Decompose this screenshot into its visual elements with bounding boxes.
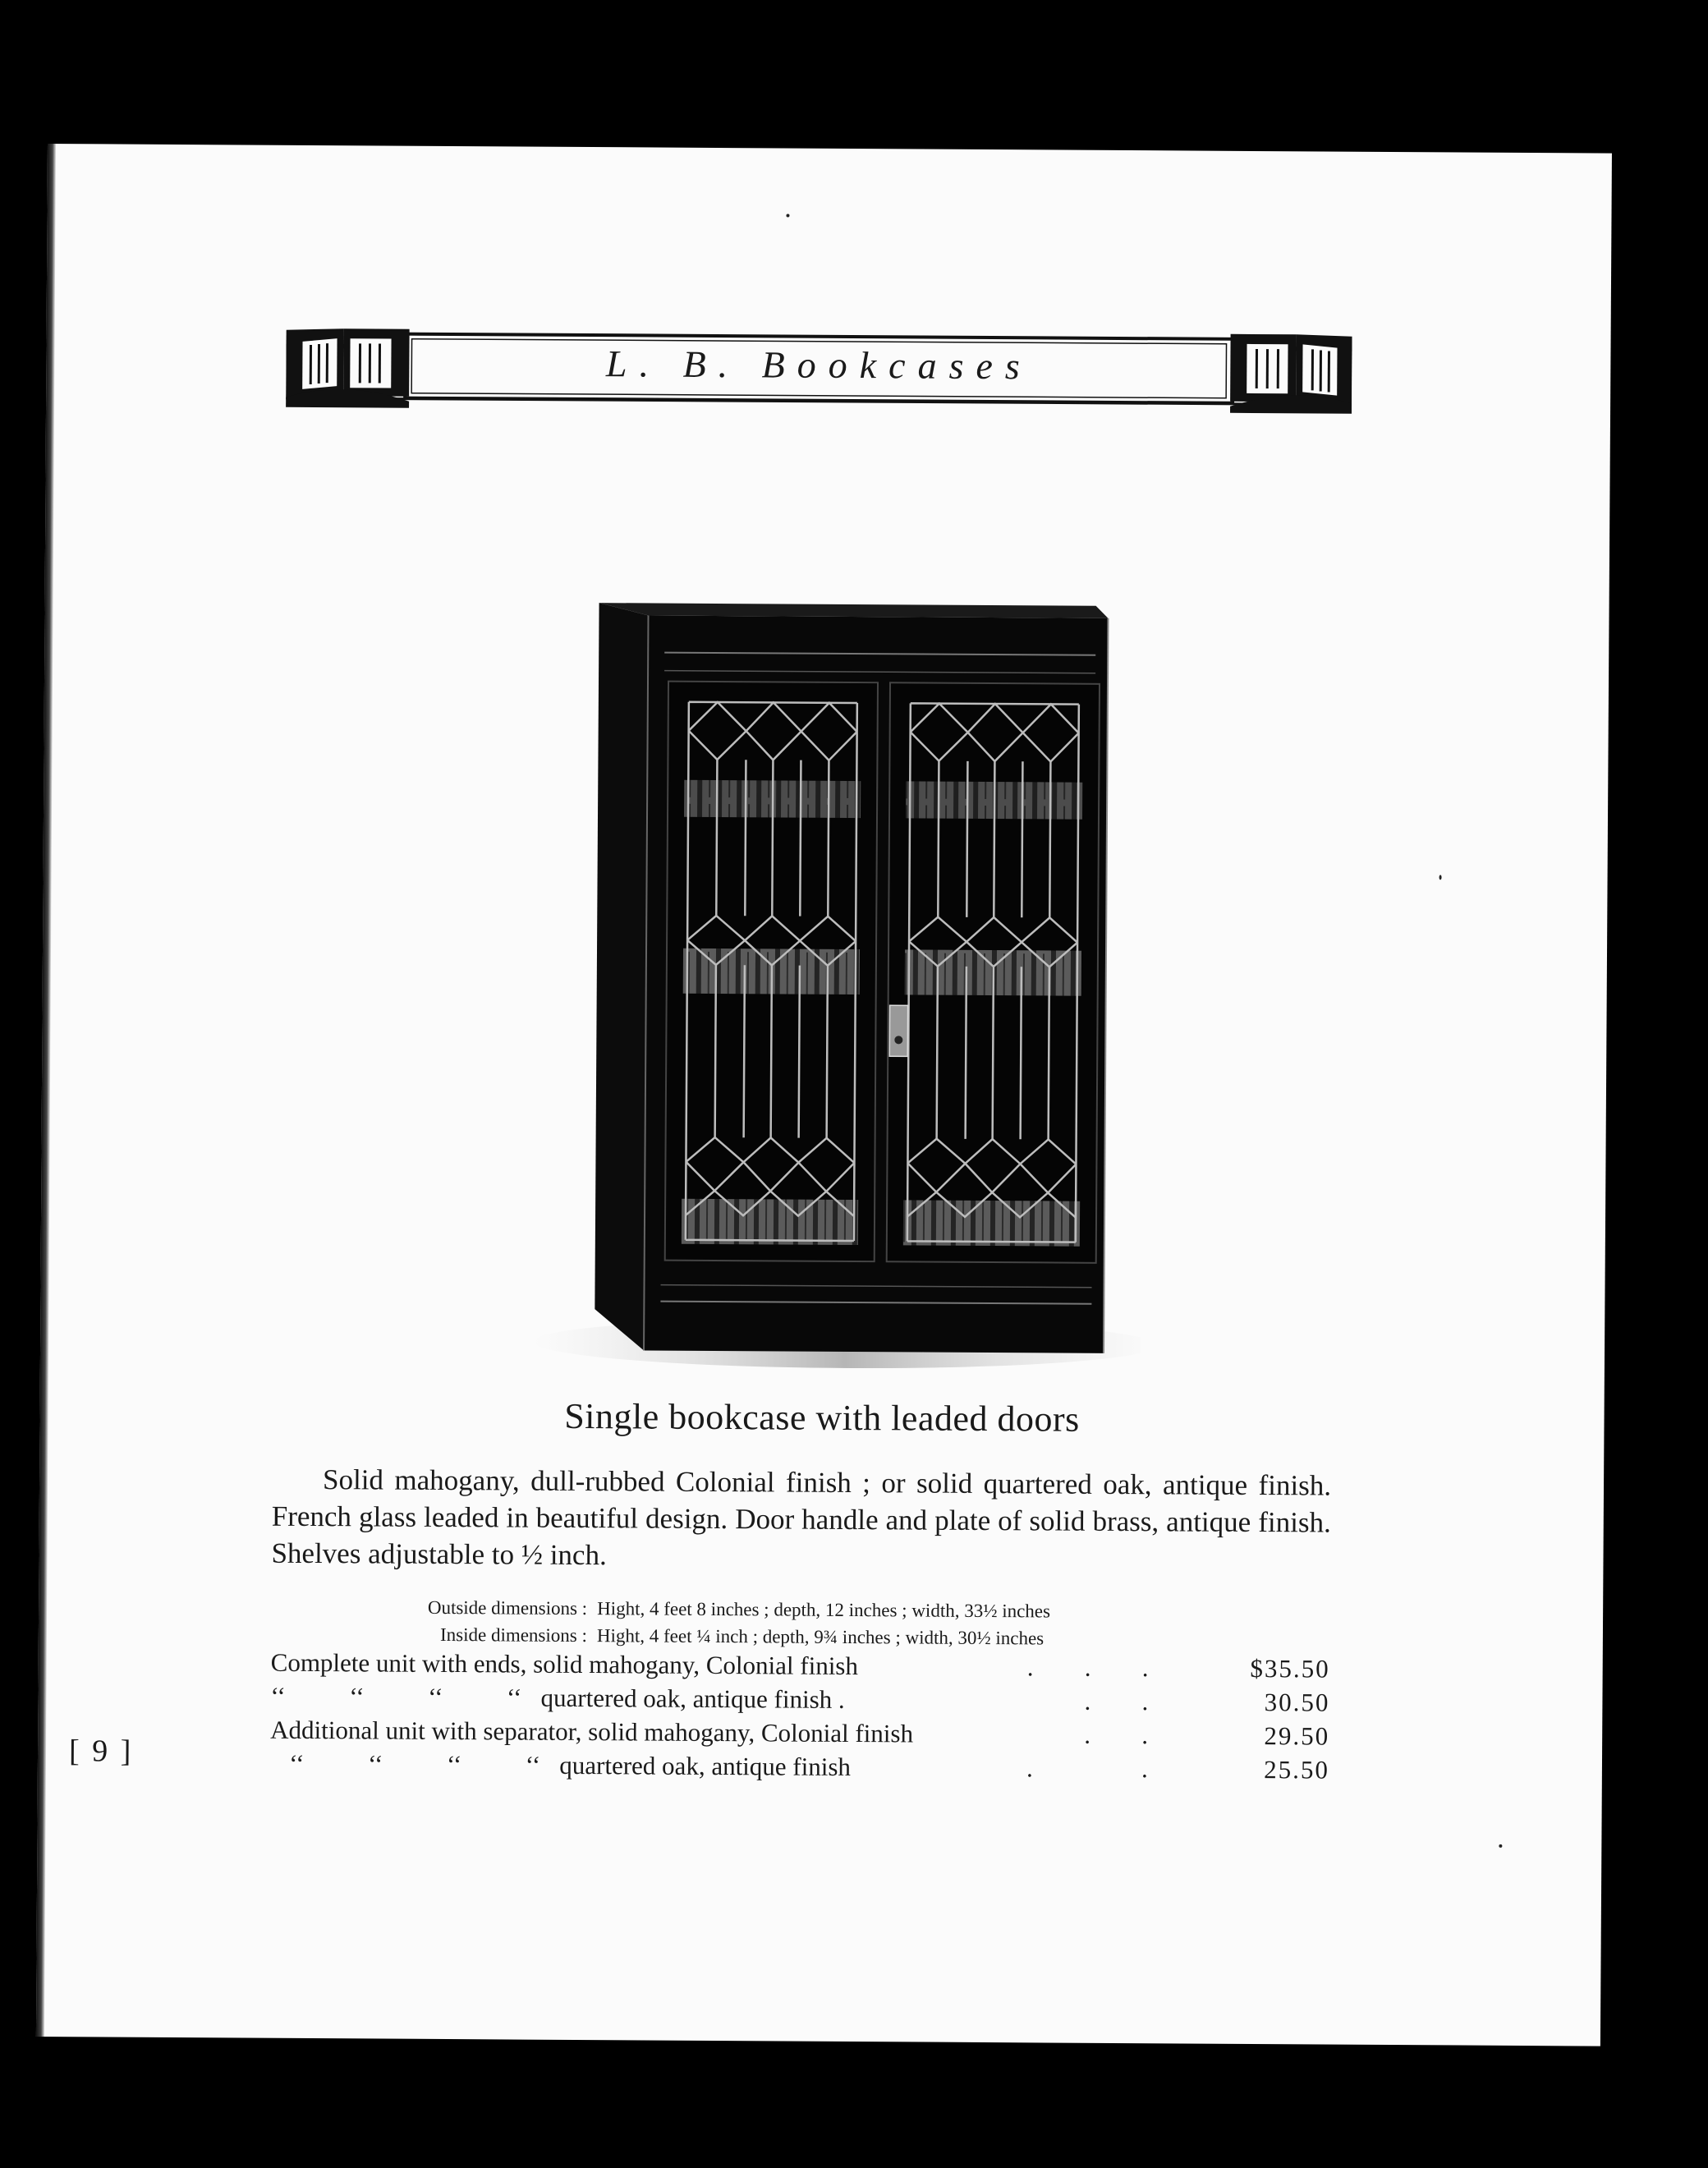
header-banner [286, 322, 1352, 415]
leader-dots: . . [1084, 1686, 1149, 1716]
leader-dots: . . . [1026, 1652, 1149, 1683]
price-value: 29.50 [1264, 1721, 1330, 1751]
price-description: Complete unit with ends, solid mahogany, Colonial finish [270, 1647, 859, 1681]
product-description: Solid mahogany, dull-rubbed Colonial finish ; or solid quartered oak, antique finish. French glass leaded in beautiful design. Door handle and plate of solid brass, antique finish. Shelves adjustable to ½ inch. [271, 1463, 1332, 1572]
price-value: 30.50 [1264, 1688, 1330, 1717]
dust-speck [1439, 875, 1442, 880]
price-value: 25.50 [1264, 1755, 1330, 1784]
door-handle-plate [889, 1005, 907, 1056]
price-description: Additional unit with separator, solid mahogany, Colonial finish [270, 1715, 914, 1748]
dimension-label: Inside dimensions : [439, 1624, 587, 1647]
bookcase-photo [500, 454, 1146, 1370]
price-description: ‘‘ ‘‘ ‘‘ ‘‘ quartered oak, antique finish . [270, 1681, 845, 1714]
price-row [270, 1749, 1329, 1789]
bookcase-illustration [500, 454, 1146, 1370]
dimension-label: Outside dimensions : [427, 1596, 588, 1619]
page-spine-edge [36, 144, 56, 2037]
dimension-row [378, 1620, 1050, 1651]
dimension-value: Hight, 4 feet ¼ inch ; depth, 9¾ inches ; width, 30½ inches [596, 1625, 1045, 1649]
price-description: ‘‘ ‘‘ ‘‘ ‘‘ quartered oak, antique finish [269, 1748, 852, 1782]
dust-speck [786, 214, 789, 217]
leader-dots: . . [1084, 1720, 1149, 1750]
banner-title: L. B. Bookcases [605, 342, 1032, 388]
leader-dots: . . [1026, 1753, 1148, 1784]
catalog-page [36, 144, 1612, 2046]
page-number: [ 9 ] [68, 1734, 134, 1769]
product-caption: Single bookcase with leaded doors [564, 1395, 1080, 1440]
dust-speck [1499, 1844, 1502, 1848]
price-value: $35.50 [1250, 1653, 1330, 1683]
dimension-row [378, 1593, 1050, 1624]
price-list [270, 1648, 1330, 1789]
dimension-value: Hight, 4 feet 8 inches ; depth, 12 inches ; width, 33½ inches [597, 1598, 1051, 1622]
dimensions-block [378, 1593, 1050, 1651]
